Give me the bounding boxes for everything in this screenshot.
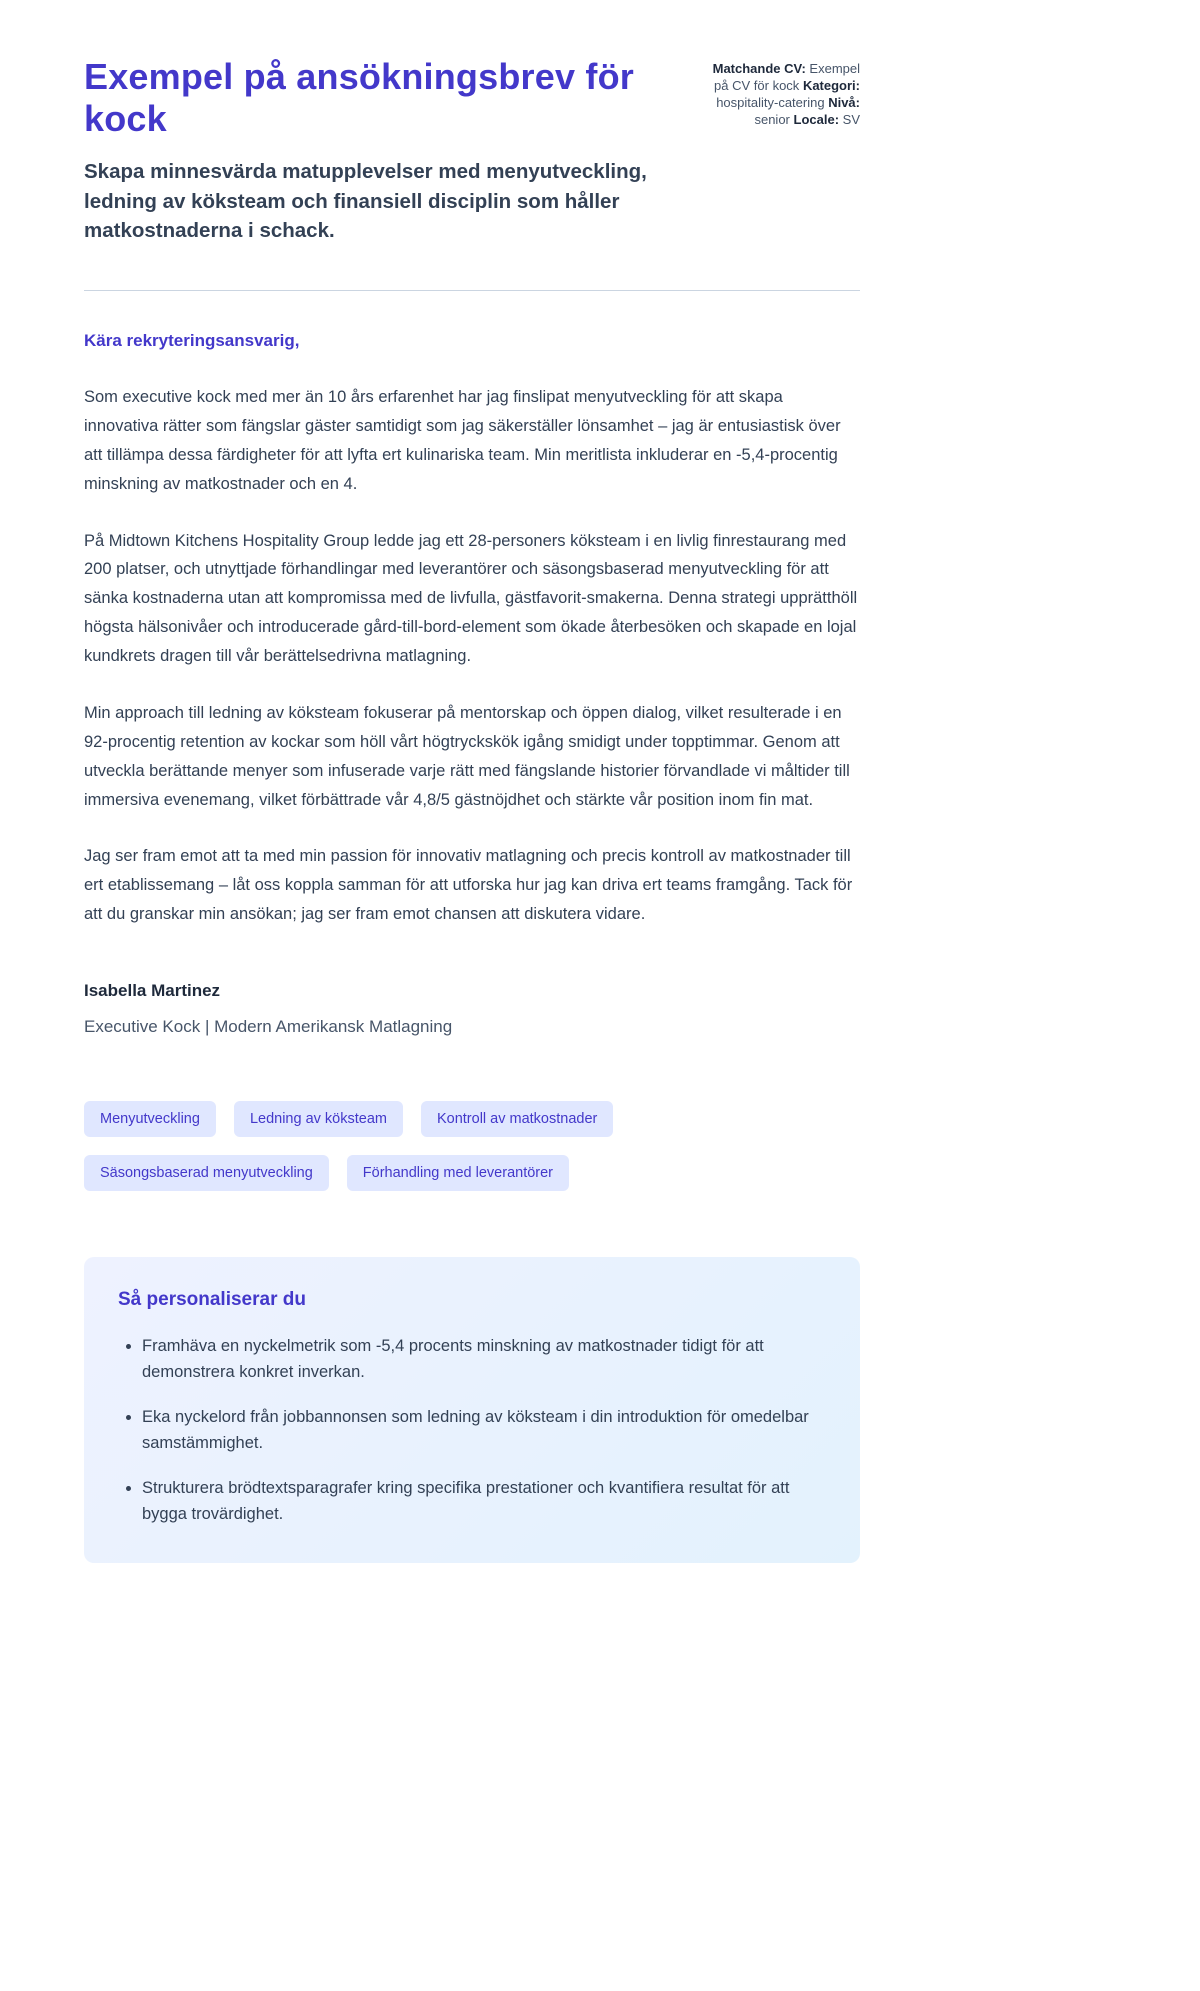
tip-item-2: • Eka nyckelord från jobbannonsen som ledning av köksteam i din introduktion för omedelbar samstämmighet. [142,1404,826,1457]
meta-label: Matchande CV: [712,61,806,76]
header-divider [84,290,860,291]
letter-paragraph-2: På Midtown Kitchens Hospitality Group ledde jag ett 28-personers köksteam i en livlig finrestaurang med 200 platser, och utnyttjade förhandlingar med leverantörer och säsongsbaserad menyutveckling för att sänka kostnaderna utan att kompromissa med de livfulla, gästfavorit-smakerna. Denna strategi upprätthöll högsta hälsonivåer och introducerade gård-till-bord-element som ökade återbesöken och skapade en lojal kundkrets dragen till vår berättelsedrivna matlagning. [84,531,858,666]
skill-tag-supplier-negotiation: Förhandling med leverantörer [347,1155,569,1191]
meta-value: SV [842,112,860,128]
meta-value: hospitality-catering [716,95,825,111]
header-title-block [84,56,664,246]
page-title: Exempel på ansökningsbrev för kock [84,56,634,140]
letter-paragraph-1: Som executive kock med mer än 10 års erfarenhet har jag finslipat menyutveckling för att skapa innovativa rätter som fängslar gäster samtidigt som jag säkerställer lönsamhet – jag är entusiastisk över att tillämpa dessa färdigheter för att lyfta ert kulinariska team. Min meritlista inkluderar en -5,4-procentig minskning av matkostnader och en 4. [84,388,841,493]
signature-title: Executive Kock | Modern Amerikansk Matlagning [84,1017,453,1037]
meta-label: Locale: [793,112,840,128]
page-subtitle: Skapa minnesvärda matupplevelser med menyutveckling, ledning av köksteam och finansiell disciplin som håller matkostnaderna i schack. [84,159,647,243]
meta-label: Kategori: [802,78,860,94]
tip-item-1: • Framhäva en nyckelmetrik som -5,4 procents minskning av matkostnader tidigt för att demonstrera konkret inverkan. [142,1333,826,1386]
signature-name: Isabella Martinez [84,981,221,1001]
tips-title: Så personaliserar du [118,1289,306,1311]
tips-list [118,1333,826,1527]
skill-tag-menu-development: Menyutveckling [84,1101,216,1137]
signature-block [84,981,860,1037]
page-header [84,56,860,246]
page-container [84,0,860,1653]
letter-paragraph-3: Min approach till ledning av köksteam fokuserar på mentorskap och öppen dialog, vilket resulterade i en 92-procentig retention av kockar som höll vårt högtryckskök igång smidigt under topptimmar. Genom att utveckla berättande menyer som infuserade varje rätt med fängslande historier förvandlade vi måltider till immersiva evenemang, vilket förbättrade vår 4,8/5 gästnöjdhet och stärkte vår position inom fin mat. [84,703,850,809]
skill-tags [84,1101,860,1191]
personalization-tips-box [84,1257,860,1563]
meta-item-locale [794,112,860,127]
skill-tag-food-cost-control: Kontroll av matkostnader [421,1101,613,1137]
meta-label: Nivå: [828,95,860,111]
letter-paragraph-4: Jag ser fram emot att ta med min passion för innovativ matlagning och precis kontroll av matkostnader till ert etablissemang – låt oss koppla samman för att utforska hur jag kan driva ert teams framgång. Tack för att du granskar min ansökan; jag ser fram emot chansen att diskutera vidare. [84,847,853,924]
letter-body [84,331,860,1037]
meta-block [700,56,860,129]
letter-greeting: Kära rekryteringsansvarig, [84,331,300,351]
meta-value: senior [754,112,790,128]
skill-tag-kitchen-team-leadership: Ledning av köksteam [234,1101,403,1137]
meta-value: Exempel på CV för kock [714,61,860,94]
skill-tag-seasonal-menu-development: Säsongsbaserad menyutveckling [84,1155,329,1191]
tip-item-3: • Strukturera brödtextsparagrafer kring specifika prestationer och kvantifiera resultat för att bygga trovärdighet. [142,1475,826,1528]
